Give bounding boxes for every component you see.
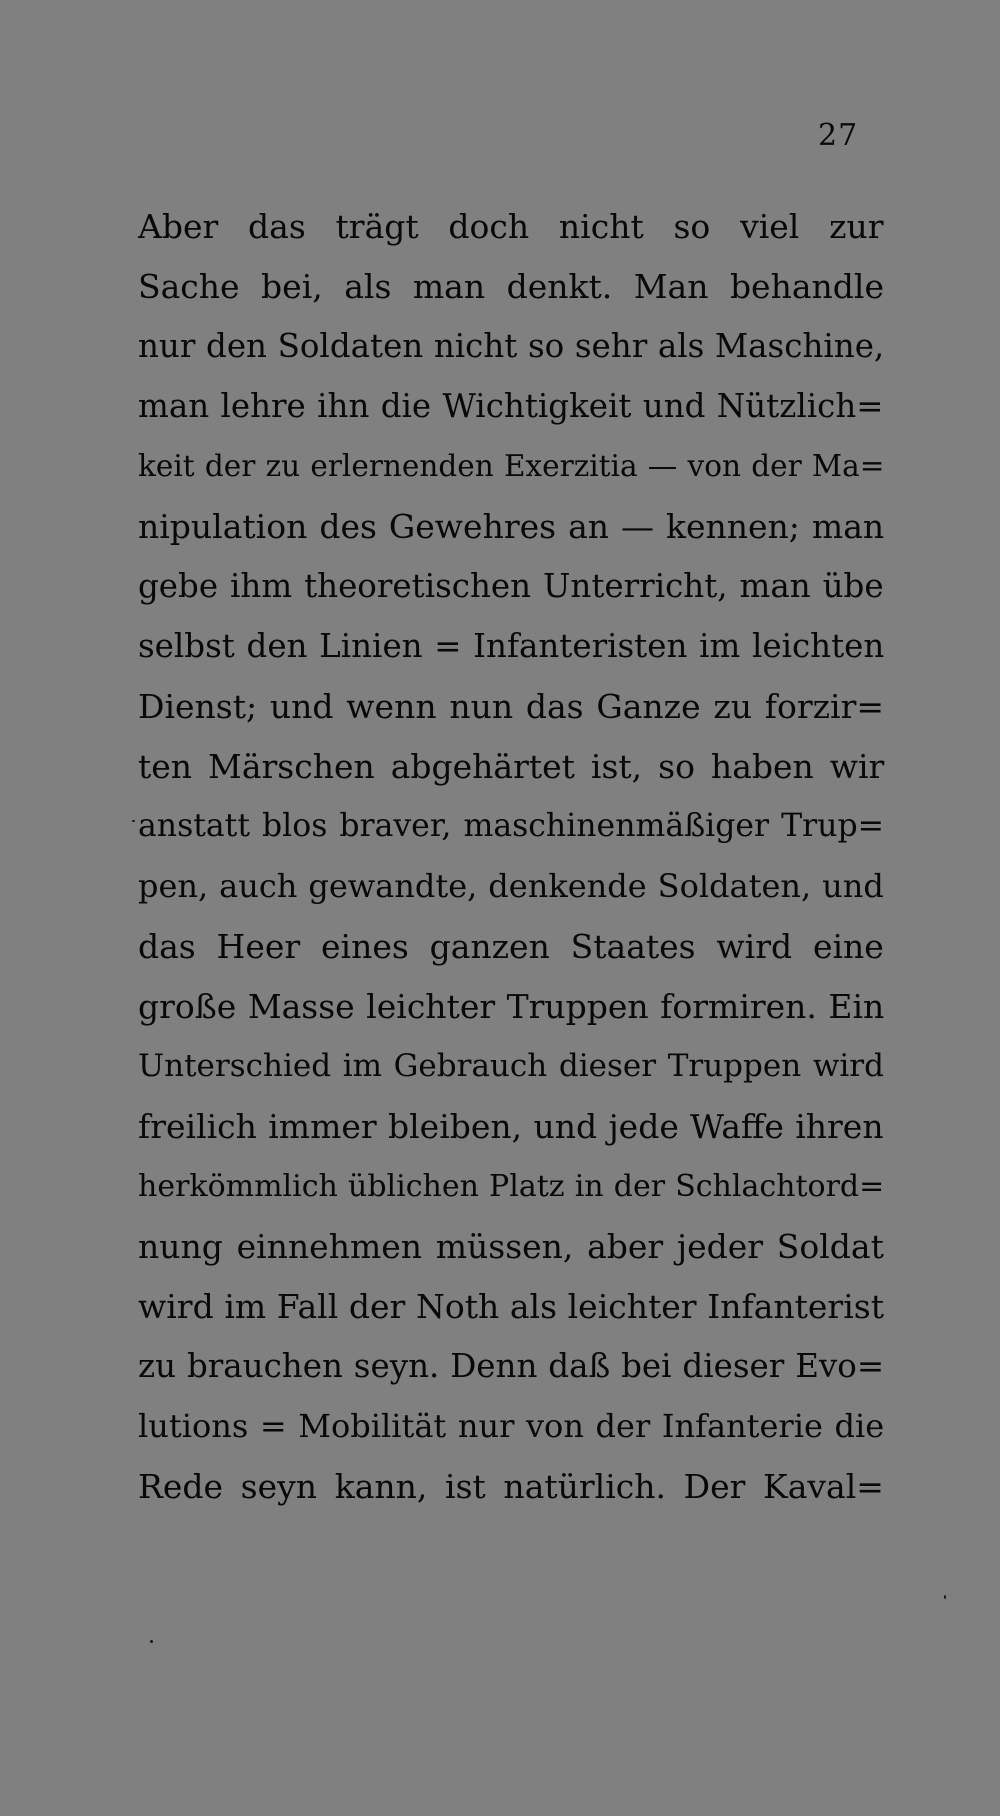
text-line xyxy=(138,916,884,976)
paper-speck xyxy=(944,1595,946,1599)
line-text: Sache bei, als man denkt. Man behandle xyxy=(138,266,884,306)
line-text: gebe ihm theoretischen Unterricht, man übe xyxy=(138,567,884,605)
text-line xyxy=(138,256,884,316)
text-line xyxy=(138,976,884,1036)
line-text: selbst den Linien = Infanteristen im leichten xyxy=(138,627,885,665)
text-line xyxy=(138,796,884,856)
line-text: das Heer eines ganzen Staates wird eine xyxy=(138,926,884,966)
text-line xyxy=(138,736,884,796)
text-line xyxy=(138,1336,884,1396)
line-text: freilich immer bleiben, und jede Waffe ihren xyxy=(138,1106,884,1146)
text-line xyxy=(138,1096,884,1156)
page-number: 27 xyxy=(818,118,859,153)
text-line xyxy=(138,616,884,676)
text-line xyxy=(138,1036,884,1096)
line-text: herkömmlich üblichen Platz in der Schlachtord= xyxy=(138,1168,885,1204)
line-text: zu brauchen seyn. Denn daß bei dieser Evo= xyxy=(138,1347,885,1385)
line-text: wird im Fall der Noth als leichter Infanterist xyxy=(138,1286,884,1326)
line-text: keit der zu erlernenden Exerzitia — von der Ma= xyxy=(138,449,885,483)
text-line xyxy=(138,856,884,916)
line-text: lutions = Mobilität nur von der Infanterie die xyxy=(138,1407,885,1445)
line-text: pen, auch gewandte, denkende Soldaten, und xyxy=(138,867,884,905)
line-text: Rede seyn kann, ist natürlich. Der Kaval= xyxy=(138,1466,884,1506)
text-line xyxy=(138,1276,884,1336)
text-line xyxy=(138,316,884,376)
paper-speck xyxy=(132,820,135,822)
text-line xyxy=(138,436,884,496)
line-text: Aber das trägt doch nicht so viel zur xyxy=(138,206,884,246)
line-text: Unterschied im Gebrauch dieser Truppen wird xyxy=(138,1048,884,1084)
text-line xyxy=(138,496,884,556)
text-line xyxy=(138,676,884,736)
line-text: große Masse leichter Truppen formiren. Ein xyxy=(138,986,885,1026)
line-text: anstatt blos braver, maschinenmäßiger Trup= xyxy=(138,808,885,844)
text-line xyxy=(138,556,884,616)
line-text: Dienst; und wenn nun das Ganze zu forzir= xyxy=(138,686,885,726)
text-line xyxy=(138,196,884,256)
text-line xyxy=(138,1456,884,1516)
line-text: nung einnehmen müssen, aber jeder Soldat xyxy=(138,1226,884,1266)
line-text: nipulation des Gewehres an — kennen; man xyxy=(138,506,885,546)
text-line xyxy=(138,1156,884,1216)
line-text: nur den Soldaten nicht so sehr als Maschine, xyxy=(138,327,885,365)
text-line xyxy=(138,1396,884,1456)
line-text: ten Märschen abgehärtet ist, so haben wir xyxy=(138,746,885,786)
text-line xyxy=(138,1216,884,1276)
line-text: man lehre ihn die Wichtigkeit und Nützlich= xyxy=(138,387,884,425)
text-line xyxy=(138,376,884,436)
paper-speck xyxy=(150,1640,153,1643)
body-text xyxy=(138,196,884,1516)
